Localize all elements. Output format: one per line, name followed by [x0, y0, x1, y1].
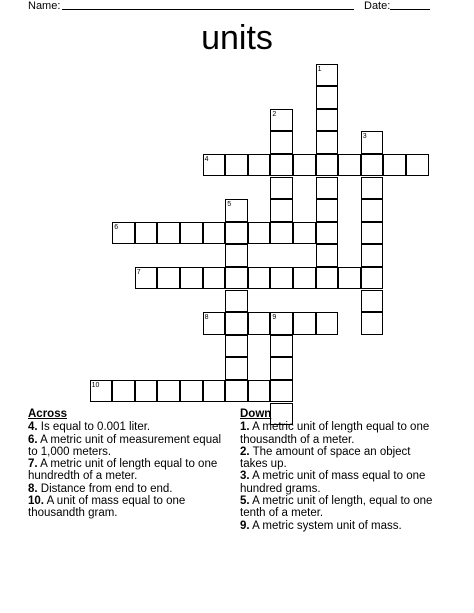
- grid-cell[interactable]: [135, 267, 158, 290]
- clue-number-label: 10: [91, 381, 100, 389]
- grid-cell[interactable]: [361, 131, 384, 154]
- grid-cell[interactable]: [293, 312, 316, 335]
- clue-number-label: 1: [317, 65, 322, 73]
- grid-cell[interactable]: [248, 154, 271, 177]
- grid-cell[interactable]: [225, 357, 248, 380]
- grid-cell[interactable]: [270, 357, 293, 380]
- clue-number-label: 5: [227, 201, 232, 209]
- name-label: Name:: [28, 0, 61, 12]
- clue-number-label: 7: [136, 268, 141, 276]
- grid-cell[interactable]: [316, 131, 339, 154]
- grid-cell[interactable]: [270, 335, 293, 358]
- grid-cell[interactable]: [361, 290, 384, 313]
- grid-cell[interactable]: [180, 222, 203, 245]
- grid-cell[interactable]: [338, 154, 361, 177]
- grid-cell[interactable]: [225, 267, 248, 290]
- grid-cell[interactable]: [270, 222, 293, 245]
- grid-cell[interactable]: [180, 267, 203, 290]
- grid-cell[interactable]: [270, 109, 293, 132]
- grid-cell[interactable]: [293, 222, 316, 245]
- clue-number-label: 3: [362, 133, 367, 141]
- down-heading: Down: [240, 408, 272, 420]
- grid-cell[interactable]: [316, 222, 339, 245]
- grid-cell[interactable]: [270, 312, 293, 335]
- grid-cell[interactable]: [316, 199, 339, 222]
- grid-cell[interactable]: [157, 380, 180, 403]
- grid-cell[interactable]: [361, 312, 384, 335]
- grid-cell[interactable]: [293, 267, 316, 290]
- grid-cell[interactable]: [203, 380, 226, 403]
- clue-across-4: 4. Is equal to 0.001 liter.: [28, 421, 151, 434]
- grid-cell[interactable]: [248, 267, 271, 290]
- grid-cell[interactable]: [225, 222, 248, 245]
- grid-cell[interactable]: [316, 64, 339, 87]
- grid-cell[interactable]: [203, 222, 226, 245]
- grid-cell[interactable]: [225, 380, 248, 403]
- grid-cell[interactable]: [316, 244, 339, 267]
- clue-across-6: 6. A metric unit of measurement equal to 1,000 meters.: [28, 433, 222, 458]
- grid-cell[interactable]: [203, 267, 226, 290]
- grid-cell[interactable]: [270, 380, 293, 403]
- across-clues: [28, 408, 228, 520]
- grid-cell[interactable]: [361, 267, 384, 290]
- grid-cell[interactable]: [112, 222, 135, 245]
- grid-cell[interactable]: [270, 267, 293, 290]
- grid-cell[interactable]: [293, 154, 316, 177]
- grid-cell[interactable]: [180, 380, 203, 403]
- grid-cell[interactable]: [135, 222, 158, 245]
- clue-down-9: 9. A metric system unit of mass.: [240, 519, 402, 532]
- grid-cell[interactable]: [225, 312, 248, 335]
- grid-cell[interactable]: [316, 177, 339, 200]
- grid-cell[interactable]: [225, 199, 248, 222]
- grid-cell[interactable]: [316, 267, 339, 290]
- grid-cell[interactable]: [270, 131, 293, 154]
- clue-down-5: 5. A metric unit of length, equal to one tenth of a meter.: [240, 495, 433, 520]
- grid-cell[interactable]: [225, 335, 248, 358]
- clue-across-8: 8. Distance from end to end.: [28, 482, 173, 495]
- grid-cell[interactable]: [406, 154, 429, 177]
- clue-down-3: 3. A metric unit of mass equal to one hundred grams.: [240, 470, 426, 495]
- grid-cell[interactable]: [316, 312, 339, 335]
- grid-cell[interactable]: [361, 222, 384, 245]
- page-title: units: [201, 19, 273, 57]
- grid-cell[interactable]: [203, 154, 226, 177]
- grid-cell[interactable]: [225, 244, 248, 267]
- grid-cell[interactable]: [270, 177, 293, 200]
- clue-number-label: 9: [272, 314, 277, 322]
- grid-cell[interactable]: [203, 312, 226, 335]
- grid-cell[interactable]: [248, 312, 271, 335]
- grid-cell[interactable]: [361, 177, 384, 200]
- grid-cell[interactable]: [361, 199, 384, 222]
- across-heading: Across: [28, 408, 67, 420]
- grid-cell[interactable]: [361, 154, 384, 177]
- grid-cell[interactable]: [135, 380, 158, 403]
- grid-cell[interactable]: [225, 290, 248, 313]
- grid-cell[interactable]: [316, 154, 339, 177]
- clue-down-2: 2. The amount of space an object takes up.: [240, 445, 411, 471]
- clue-number-label: 2: [272, 110, 277, 118]
- clue-number-label: 6: [114, 223, 119, 231]
- clue-number-label: 4: [204, 155, 209, 163]
- clue-down-1: 1. A metric unit of length equal to one thousandth of a meter.: [240, 421, 430, 446]
- grid-cell[interactable]: [316, 86, 339, 109]
- grid-cell[interactable]: [248, 222, 271, 245]
- clue-across-7: 7. A metric unit of length equal to one hundredth of a meter.: [28, 458, 218, 483]
- date-label: Date:: [364, 0, 391, 12]
- grid-cell[interactable]: [157, 267, 180, 290]
- grid-cell[interactable]: [248, 380, 271, 403]
- grid-cell[interactable]: [270, 154, 293, 177]
- grid-cell[interactable]: [383, 154, 406, 177]
- grid-cell[interactable]: [338, 267, 361, 290]
- clue-number-label: 8: [204, 314, 209, 322]
- grid-cell[interactable]: [316, 109, 339, 132]
- grid-cell[interactable]: [361, 244, 384, 267]
- grid-cell[interactable]: [270, 199, 293, 222]
- grid-cell[interactable]: [157, 222, 180, 245]
- grid-cell[interactable]: [225, 154, 248, 177]
- grid-cell[interactable]: [112, 380, 135, 403]
- grid-cell[interactable]: [90, 380, 113, 403]
- down-clues: [240, 408, 440, 532]
- clue-across-10: 10. A unit of mass equal to one thousandth gram.: [28, 495, 186, 520]
